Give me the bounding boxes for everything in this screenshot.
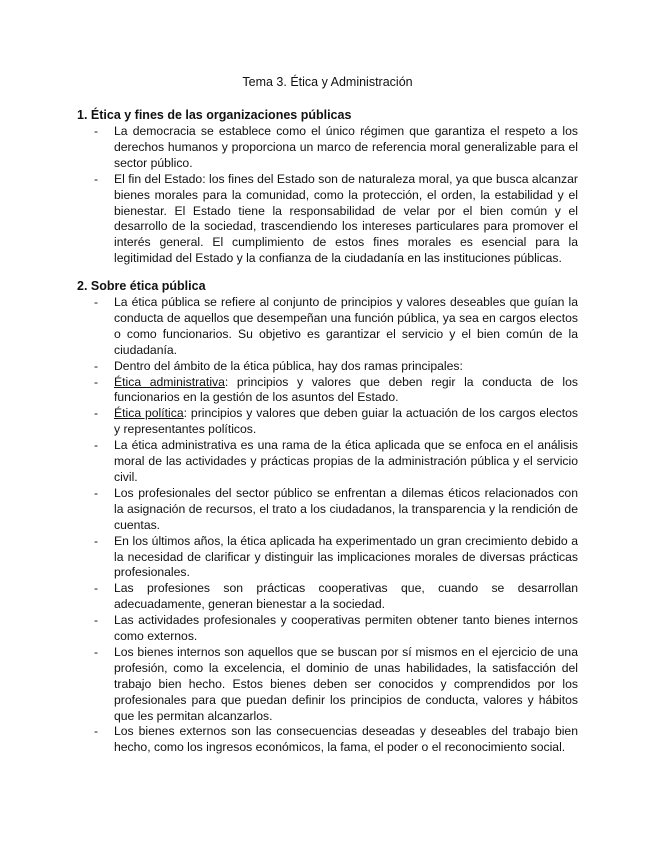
bullet-dash: - bbox=[94, 438, 99, 453]
list-item-text: Las actividades profesionales y cooperativas permiten obtener tanto bienes internos como externos. bbox=[114, 613, 578, 644]
list-item-text: La democracia se establece como el único régimen que garantiza el respeto a los derechos humanos y proporciona un marco de referencia moral generalizable para el sector público. bbox=[114, 124, 578, 170]
list-item-text: La ética administrativa es una rama de la ética aplicada que se enfoca en el análisis moral de las actividades y prácticas propias de la administración pública y el servicio civil. bbox=[114, 438, 578, 484]
list-item bbox=[0, 406, 578, 438]
bullet-dash: - bbox=[94, 485, 99, 500]
list-item-text: El fin del Estado: los fines del Estado son de naturaleza moral, ya que busca alcanzar bienes morales para la comunidad, como la protección, el orden, la estabilidad y el bienestar. El Estado tiene la responsabilidad de velar por el bien común y el desarrollo de la sociedad, trascendiendo los intereses particulares para promover el interés general. El cumplimiento de estos fines morales es esencial para la legitimidad del Estado y la confianza de la ciudadanía en las instituciones públicas. bbox=[114, 171, 578, 266]
bullet-dash: - bbox=[94, 533, 99, 548]
list-item-text: Las profesiones son prácticas cooperativas que, cuando se desarrollan adecuadamente, generan bienestar a la sociedad. bbox=[114, 581, 578, 612]
bullet-dash: - bbox=[94, 124, 99, 138]
list-item-text: Los profesionales del sector público se enfrentan a dilemas éticos relacionados con la asignación de recursos, el trato a los ciudadanos, la transparencia y la rendición de cuentas. bbox=[114, 485, 578, 532]
list-item-text: Los bienes externos son las consecuencias deseadas y deseables del trabajo bien hecho, como los ingresos económicos, la fama, el poder o el reconocimiento social. bbox=[114, 724, 578, 755]
list-item-text: La ética pública se refiere al conjunto de principios y valores deseables que guían la conducta de aquellos que desempeñan una función pública, ya sea en cargos electos o como funcionarios. Su objetivo es garantizar el servicio y el bien común de la ciudadanía. bbox=[114, 295, 578, 357]
bullet-dash: - bbox=[94, 581, 99, 596]
bullet-dash: - bbox=[94, 171, 99, 186]
bullet-dash: - bbox=[94, 374, 99, 389]
list-item-text: Los bienes internos son aquellos que se buscan por sí mismos en el ejercicio de una profesión, como la excelencia, el dominio de unas habilidades, la satisfacción del trabajo bien hecho. Estos bienes deben ser conocidos y comprendidos por los profesionales para que puedan definir los principios de conducta, valores y hábitos que les permitan alcanzarlos. bbox=[114, 644, 578, 723]
bullet-dash: - bbox=[94, 358, 99, 373]
list-item bbox=[0, 438, 578, 486]
section-1-list bbox=[0, 124, 655, 267]
bullet-dash: - bbox=[94, 406, 99, 421]
bullet-dash: - bbox=[94, 724, 99, 739]
list-item bbox=[0, 724, 578, 756]
document-title: Tema 3. Ética y Administración bbox=[242, 75, 413, 89]
list-item bbox=[0, 295, 578, 359]
list-item-text: En los últimos años, la ética aplicada ha experimentado un gran crecimiento debido a la necesidad de clarificar y distinguir las implicaciones morales de diversas prácticas profesionales. bbox=[114, 533, 578, 580]
section-heading: 2. Sobre ética pública bbox=[77, 279, 206, 293]
list-item bbox=[0, 534, 578, 582]
list-item-text: : principios y valores que deben regir la conducta de los funcionarios en la gestión de los asuntos del Estado. bbox=[114, 374, 578, 405]
list-item-text: Dentro del ámbito de la ética pública, hay dos ramas principales: bbox=[114, 358, 463, 373]
list-item bbox=[0, 172, 578, 267]
list-item bbox=[0, 581, 578, 613]
bullet-dash: - bbox=[94, 644, 99, 659]
term-etica-administrativa: Ética administrativa bbox=[114, 374, 225, 389]
section-heading: 1. Ética y fines de las organizaciones públicas bbox=[77, 108, 352, 122]
list-item bbox=[0, 124, 578, 172]
list-item bbox=[0, 613, 578, 645]
term-etica-politica: Ética política bbox=[114, 406, 184, 421]
section-2-list bbox=[0, 295, 655, 756]
bullet-dash: - bbox=[94, 295, 99, 309]
list-item bbox=[0, 359, 578, 375]
list-item bbox=[0, 645, 578, 725]
list-item bbox=[0, 486, 578, 534]
list-item bbox=[0, 375, 578, 407]
bullet-dash: - bbox=[94, 613, 99, 628]
list-item-text: : principios y valores que deben guiar la actuación de los cargos electos y representantes políticos. bbox=[114, 406, 578, 437]
